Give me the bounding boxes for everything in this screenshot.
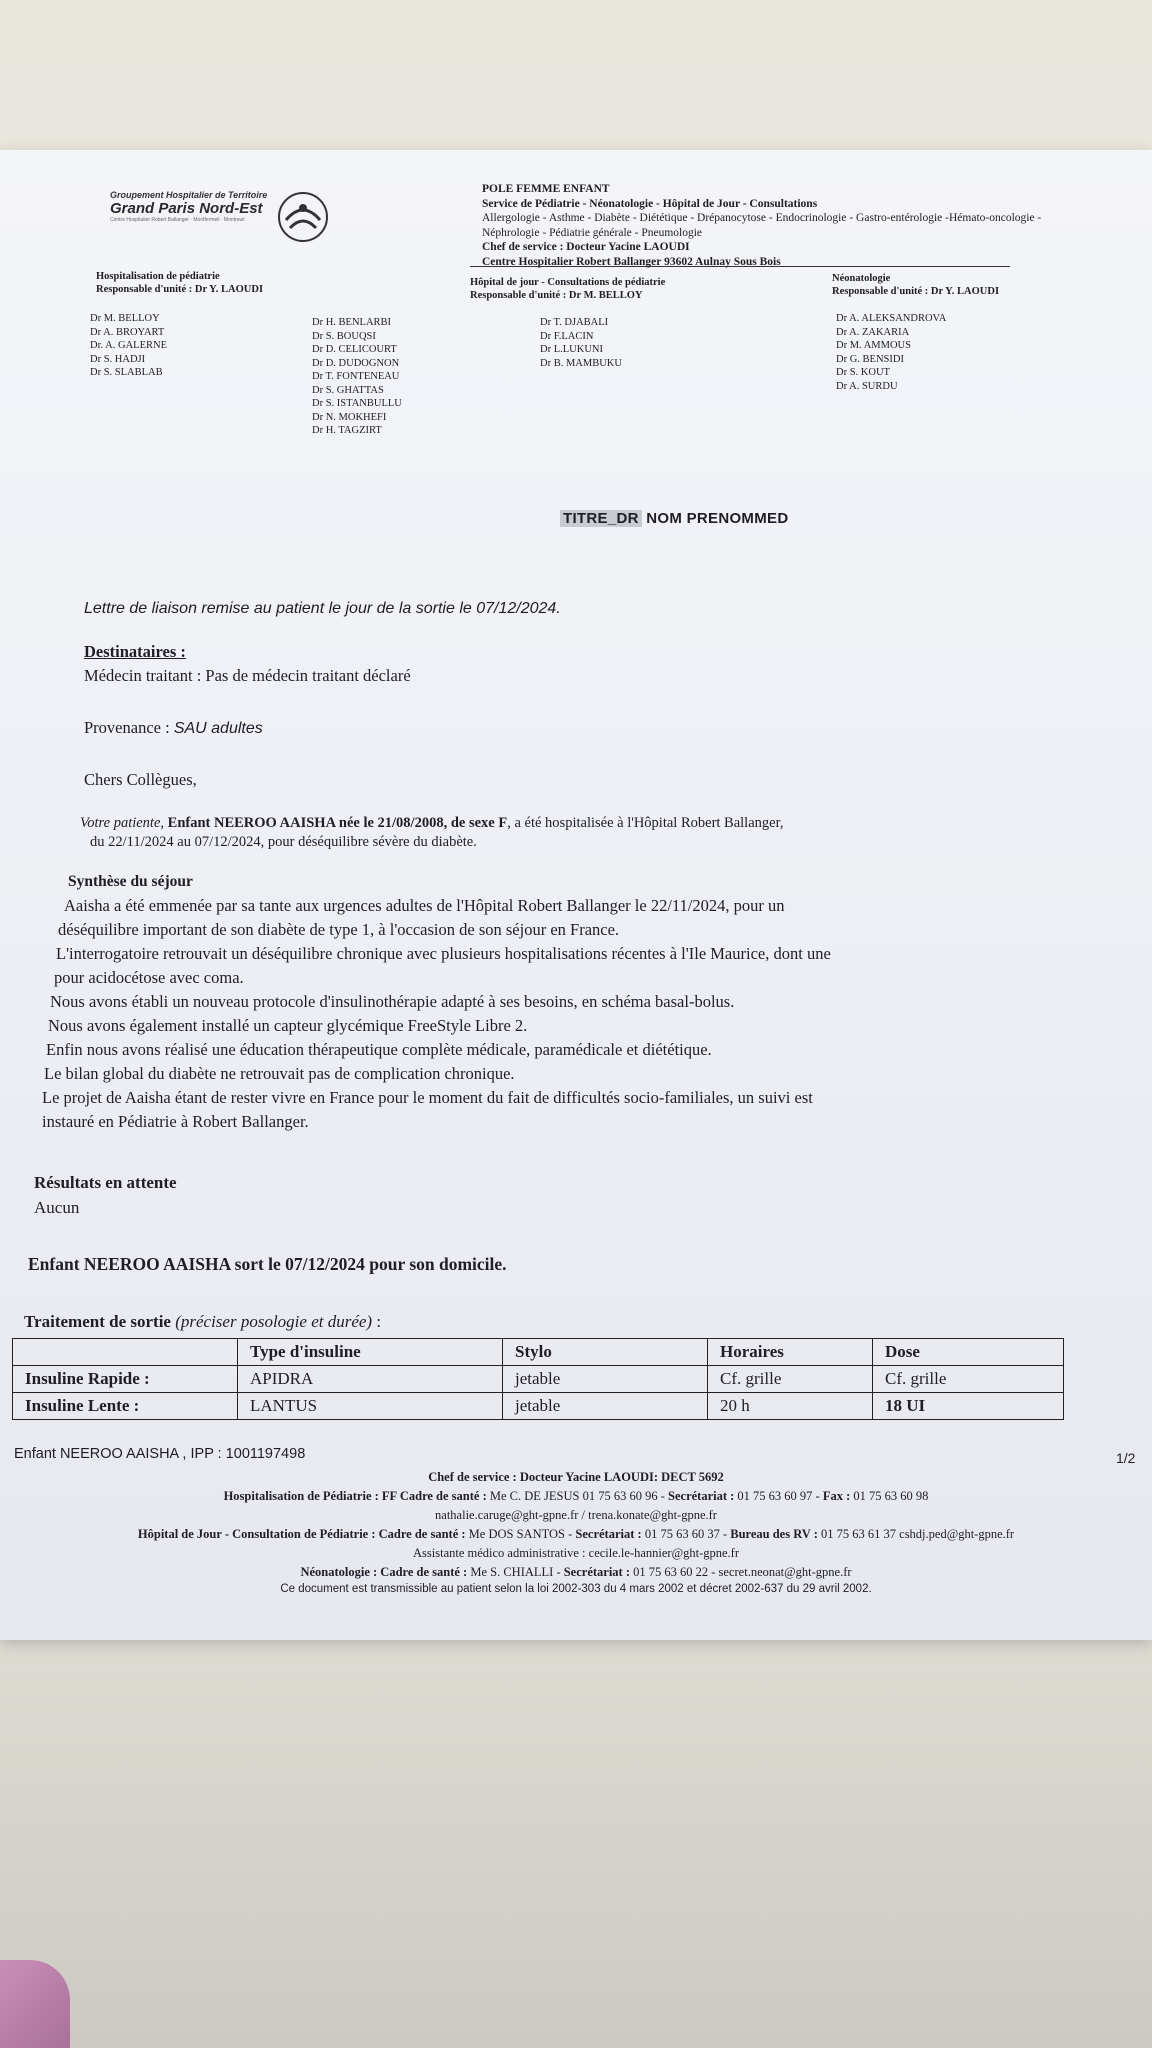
traitement-label: Traitement de sortie [24,1312,171,1331]
doctor-name: Dr N. MOKHEFI [312,411,387,423]
footer-neo-sec-label: Secrétariat : [563,1565,634,1579]
footer-hdj-sec-value: 01 75 63 60 37 - [644,1527,731,1541]
traitement-line [24,1312,381,1332]
footer-page-number: 1/2 [1116,1450,1136,1466]
table-row [13,1393,1064,1420]
table-header-cell: Dose [873,1339,1064,1366]
provenance-value: SAU adultes [173,720,263,737]
col-neo-title: Néonatologie [832,273,891,284]
synthese-line: déséquilibre important de son diabète de type 1, à l'occasion de son séjour en France. [58,920,620,939]
table-cell: jetable [503,1366,708,1393]
intro-line: Lettre de liaison remise au patient le jour de la sortie le 07/12/2024. [84,600,561,617]
doctor-name: Dr S. SLABLAB [90,367,163,378]
table-cell: Insuline Rapide : [13,1366,238,1393]
logo-group-line: Groupement Hospitalier de Territoire [110,190,268,200]
doctor-name: Dr S. GHATTAS [312,384,384,396]
footer-hdj-rv-value: 01 75 63 61 37 cshdj.ped@ght-gpne.fr [821,1527,1015,1541]
footer-hosp-line [0,1487,1152,1506]
col-hospitalisation-title: Hospitalisation de pédiatrie [96,271,220,282]
footer-neo-label: Néonatologie : Cadre de santé : [300,1565,471,1579]
logo-group-name: Grand Paris Nord-Est [110,200,263,217]
traitement-colon: : [372,1312,382,1331]
col-neo-resp: Responsable d'unité : Dr Y. LAOUDI [832,286,1000,297]
sortie-line: Enfant NEEROO AAISHA sort le 07/12/2024 pour son domicile. [28,1254,507,1274]
doctor-name: Dr A. ZAKARIA [836,326,910,338]
footer-contacts [0,1468,1152,1597]
footer-hosp-sec-label: Secrétariat : [668,1489,738,1503]
patient-paragraph [80,814,1090,852]
col-hdj-head [470,276,665,302]
recipient-fields [560,510,788,527]
doctor-name: Dr H. TAGZIRT [312,425,382,436]
footer-neo-line [0,1563,1152,1582]
table-cell: 20 h [708,1393,873,1420]
doctor-name: Dr M. BELLOY [90,313,160,324]
traitement-hint: (préciser posologie et durée) [175,1312,373,1331]
doctor-name: Dr A. SURDU [836,380,898,392]
doctor-name: Dr T. DJABALI [540,317,609,328]
doctor-name: Dr F.LACIN [540,330,594,342]
footer-hosp-emails: nathalie.caruge@ght-gpne.fr / trena.konate@ght-gpne.fr [435,1508,717,1522]
synthese-line: Le bilan global du diabète ne retrouvait pas de complication chronique. [44,1064,515,1083]
table-cell: LANTUS [238,1393,503,1420]
patient-text-3: du 22/11/2024 au 07/12/2024, pour déséquilibre sévère du diabète. [90,834,477,850]
doctor-name: Dr G. BENSIDI [836,353,904,365]
doctor-name: Dr S. ISTANBULLU [312,398,402,409]
footer-hdj-sec-label: Secrétariat : [575,1527,645,1541]
col-hdj-resp: Responsable d'unité : Dr M. BELLOY [470,290,643,301]
table-header-cell: Type d'insuline [238,1339,503,1366]
pole-address: Centre Hospitalier Robert Ballanger 93602 Aulnay Sous Bois [482,255,781,268]
synthese-line: Enfin nous avons réalisé une éducation thérapeutique complète médicale, paramédicale et diététique. [46,1040,712,1059]
synthese-line: Le projet de Aaisha étant de rester vivre en France pour le moment du fait de difficultés socio-familiales, un suivi est [42,1088,813,1107]
destinataires-label: Destinataires : [84,642,186,661]
synthese-line: Nous avons également installé un capteur glycémique FreeStyle Libre 2. [48,1016,528,1035]
insulin-table [12,1338,1064,1420]
medecin-traitant: Médecin traitant : Pas de médecin traitant déclaré [84,666,411,685]
synthese-line: L'interrogatoire retrouvait un déséquilibre chronique avec plusieurs hospitalisations récentes à l'Ile Maurice, dont une [56,944,831,963]
doctor-name: Dr S. BOUQSI [312,330,376,342]
patient-text-2: , a été hospitalisée à l'Hôpital Robert Ballanger, [507,815,784,831]
doctor-name: Dr D. CELICOURT [312,344,397,355]
hospital-logo-icon [272,186,334,248]
doctor-list-hosp-b [312,316,402,438]
pole-header [482,182,1042,269]
col-hospitalisation-resp: Responsable d'unité : Dr Y. LAOUDI [96,284,264,295]
synthese-line: pour acidocétose avec coma. [54,968,244,987]
col-neo-head [832,272,999,298]
header-rule [470,266,1010,267]
synthese-body [42,894,1114,1134]
doctor-name: Dr A. BROYART [90,326,165,338]
patient-text-1: Votre patiente, [80,815,168,831]
doctor-name: Dr H. BENLARBI [312,317,392,328]
footer-hdj-label: Hôpital de Jour - Consultation de Pédiatrie : Cadre de santé : [137,1527,469,1541]
footer-patient-ipp: Enfant NEEROO AAISHA , IPP : 1001197498 [14,1446,306,1462]
doctor-name: Dr D. DUDOGNON [312,357,400,369]
provenance-line [84,716,263,741]
pole-specialties: Allergologie - Asthme - Diabète - Diététique - Drépanocytose - Endocrinologie - Gastro-entérologie -Hémato-oncologie - Néphrologie - Pédiatrie générale - Pneumologie [482,212,1042,239]
doctor-name: Dr M. AMMOUS [836,340,911,351]
synthese-title: Synthèse du séjour [68,873,193,890]
table-header-cell: Horaires [708,1339,873,1366]
footer-legal: Ce document est transmissible au patient selon la loi 2002-303 du 4 mars 2002 et décret 2002-637 du 29 avril 2002. [280,1583,872,1595]
doctor-name: Dr A. ALEKSANDROVA [836,313,947,324]
footer-assistante: Assistante médico administrative : cecile.le-hannier@ght-gpne.fr [413,1546,739,1560]
table-cell: Cf. grille [873,1366,1064,1393]
table-cell: 18 UI [873,1393,1064,1420]
footer-neo-sec-value: 01 75 63 60 22 - secret.neonat@ght-gpne.fr [633,1565,852,1579]
footer-hosp-label: Hospitalisation de Pédiatrie : FF Cadre de santé : [223,1489,490,1503]
table-header-cell [13,1339,238,1366]
resultats-block [34,1170,177,1220]
table-header-row [13,1339,1064,1366]
recipient-title-field: TITRE_DR [560,510,642,527]
footer-hosp-sec-value: 01 75 63 60 97 - [737,1489,823,1503]
col-hospitalisation-head [96,270,263,296]
footer-hdj-rv-label: Bureau des RV : [730,1527,822,1541]
table-row [13,1366,1064,1393]
table-cell: Insuline Lente : [13,1393,238,1420]
footer-neo-value: Me S. CHIALLI - [470,1565,564,1579]
doctor-list-neo [836,312,946,393]
doctor-name: Dr B. MAMBUKU [540,357,622,369]
doctor-name: Dr T. FONTENEAU [312,371,400,382]
table-cell: APIDRA [238,1366,503,1393]
fabric-corner [0,1960,70,2048]
logo-tagline: Centre Hospitalier Robert Ballanger · Montfermeil · Montreuil [110,217,245,223]
footer-hosp-fax-label: Fax : [822,1489,854,1503]
synthese-line: Aaisha a été emmenée par sa tante aux urgences adultes de l'Hôpital Robert Ballanger le 22/11/2024, pour un [64,896,785,915]
salutation: Chers Collègues, [84,770,197,789]
footer-hosp-value: Me C. DE JESUS 01 75 63 60 96 - [489,1489,669,1503]
table-header-cell: Stylo [503,1339,708,1366]
synthese-line: instauré en Pédiatrie à Robert Ballanger. [42,1112,309,1131]
col-hdj-title: Hôpital de jour - Consultations de pédiatrie [470,277,666,288]
resultats-value: Aucun [34,1198,80,1217]
doctor-list-hdj [540,316,622,370]
footer-chef: Chef de service : Docteur Yacine LAOUDI: DECT 5692 [428,1470,724,1484]
letter-page [0,150,1152,1640]
provenance-label: Provenance : [84,718,174,737]
pole-chief: Chef de service : Docteur Yacine LAOUDI [482,241,690,253]
doctor-name: Dr S. KOUT [836,367,890,378]
pole-service: Service de Pédiatrie - Néonatologie - Hôpital de Jour - Consultations [482,197,818,210]
recipient-name-field: NOM PRENOMMED [646,510,789,527]
patient-identity: Enfant NEEROO AAISHA née le 21/08/2008, de sexe F [167,815,508,831]
doctor-name: Dr L.LUKUNI [540,344,603,355]
doctor-name: Dr. A. GALERNE [90,340,167,351]
table-cell: jetable [503,1393,708,1420]
footer-hdj-line [0,1525,1152,1544]
footer-hosp-fax-value: 01 75 63 60 98 [853,1489,929,1503]
desk-surface [0,1640,1152,2048]
synthese-line: Nous avons établi un nouveau protocole d'insulinothérapie adapté à ses besoins, en schéma basal-bolus. [50,992,735,1011]
table-cell: Cf. grille [708,1366,873,1393]
footer-hdj-value: Me DOS SANTOS - [468,1527,576,1541]
pole-title: POLE FEMME ENFANT [482,183,610,195]
resultats-title: Résultats en attente [34,1173,177,1192]
doctor-name: Dr S. HADJI [90,353,146,365]
destinataires-block [84,640,411,688]
doctor-list-hosp-a [90,312,167,380]
